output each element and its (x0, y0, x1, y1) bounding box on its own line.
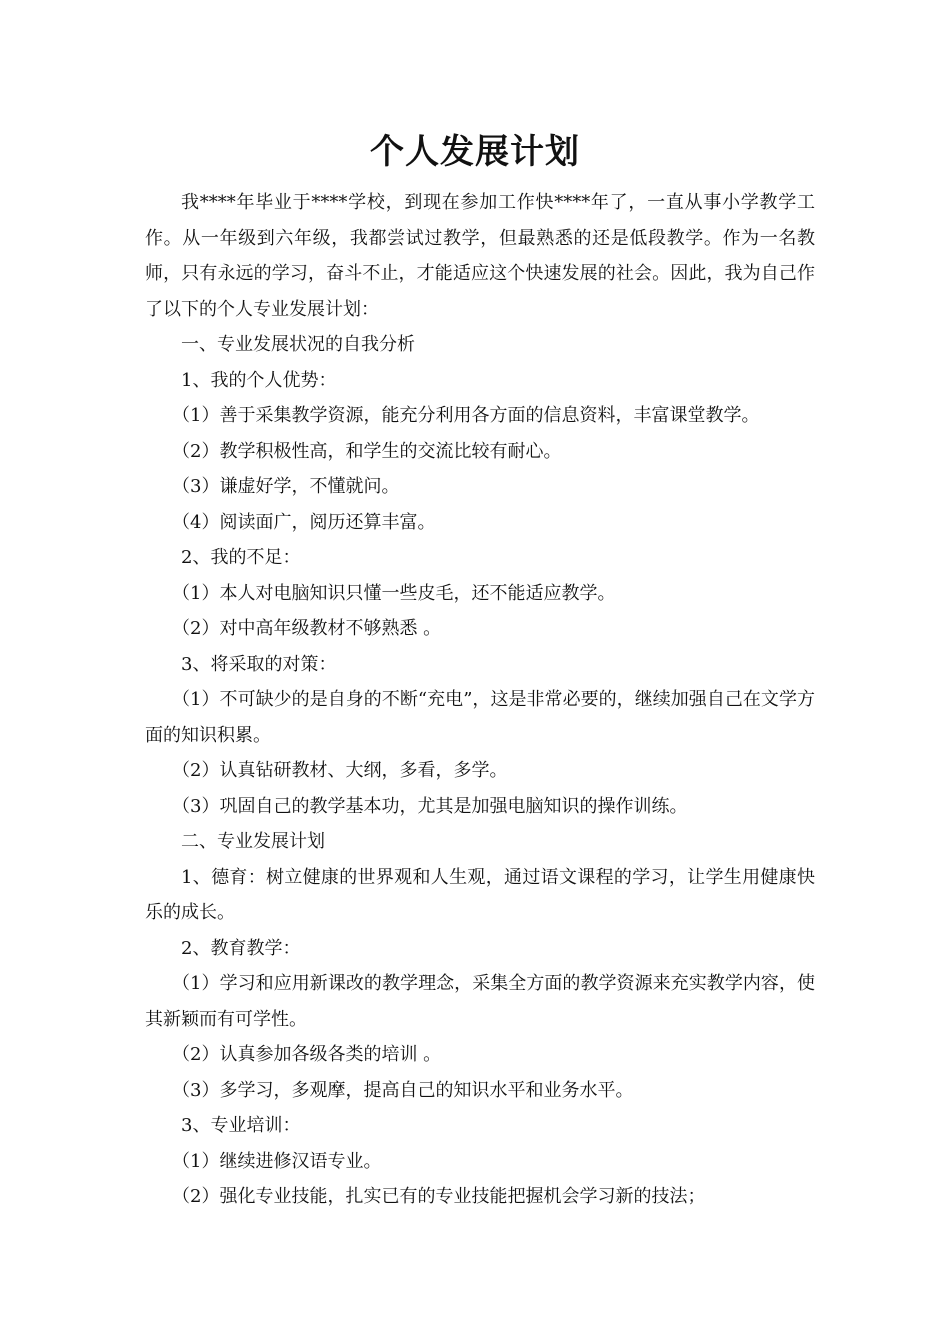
document-body (145, 185, 815, 1215)
list-item: （4）阅读面广，阅历还算丰富。 (172, 511, 436, 533)
subheading-strengths: 1、我的个人优势： (181, 369, 337, 391)
section-heading-1: 一、专业发展状况的自我分析 (181, 334, 415, 355)
subheading-training: 3、专业培训： (181, 1115, 301, 1136)
section-heading-2: 二、专业发展计划 (181, 831, 325, 852)
list-item: （1）善于采集教学资源，能充分利用各方面的信息资料，丰富课堂教学。 (172, 405, 760, 426)
subheading-teaching: 2、教育教学： (181, 937, 301, 959)
list-item: （3）多学习，多观摩，提高自己的知识水平和业务水平。 (172, 1079, 634, 1101)
list-item: （1）学习和应用新课改的教学理念，采集全方面的教学资源来充实教学内容，使其新颖而有可学性。 (145, 973, 815, 1030)
list-item: （2）认真钻研教材、大纲，多看，多学。 (172, 760, 508, 781)
list-item: （2）认真参加各级各类的培训 。 (172, 1044, 442, 1065)
document-title: 个人发展计划 (370, 132, 580, 172)
list-item: （2）教学积极性高，和学生的交流比较有耐心。 (172, 440, 562, 462)
subheading-measures: 3、将采取的对策： (181, 653, 337, 675)
list-item: （2）对中高年级教材不够熟悉 。 (172, 618, 442, 639)
subheading-weaknesses: 2、我的不足： (181, 547, 301, 568)
list-item: （3）巩固自己的教学基本功，尤其是加强电脑知识的操作训练。 (172, 795, 688, 817)
list-item: （3）谦虚好学，不懂就问。 (172, 476, 400, 497)
plan-moral-education: 1、德育：树立健康的世界观和人生观，通过语文课程的学习，让学生用健康快乐的成长。 (145, 866, 815, 923)
list-item: （1）本人对电脑知识只懂一些皮毛，还不能适应教学。 (172, 582, 616, 604)
list-item: （2）强化专业技能，扎实已有的专业技能把握机会学习新的技法； (172, 1186, 706, 1207)
list-item: （1）不可缺少的是自身的不断“充电”，这是非常必要的，继续加强自己在文学方面的知识积累。 (145, 689, 815, 746)
list-item: （1）继续进修汉语专业。 (172, 1150, 382, 1172)
intro-paragraph: 我****年毕业于****学校，到现在参加工作快****年了，一直从事小学教学工作。从一年级到六年级，我都尝试过教学，但最熟悉的还是低段教学。作为一名教师，只有永远的学习，奋斗不止，才能适应这个快速发展的社会。因此，我为自己作了以下的个人专业发展计划： (145, 192, 815, 320)
